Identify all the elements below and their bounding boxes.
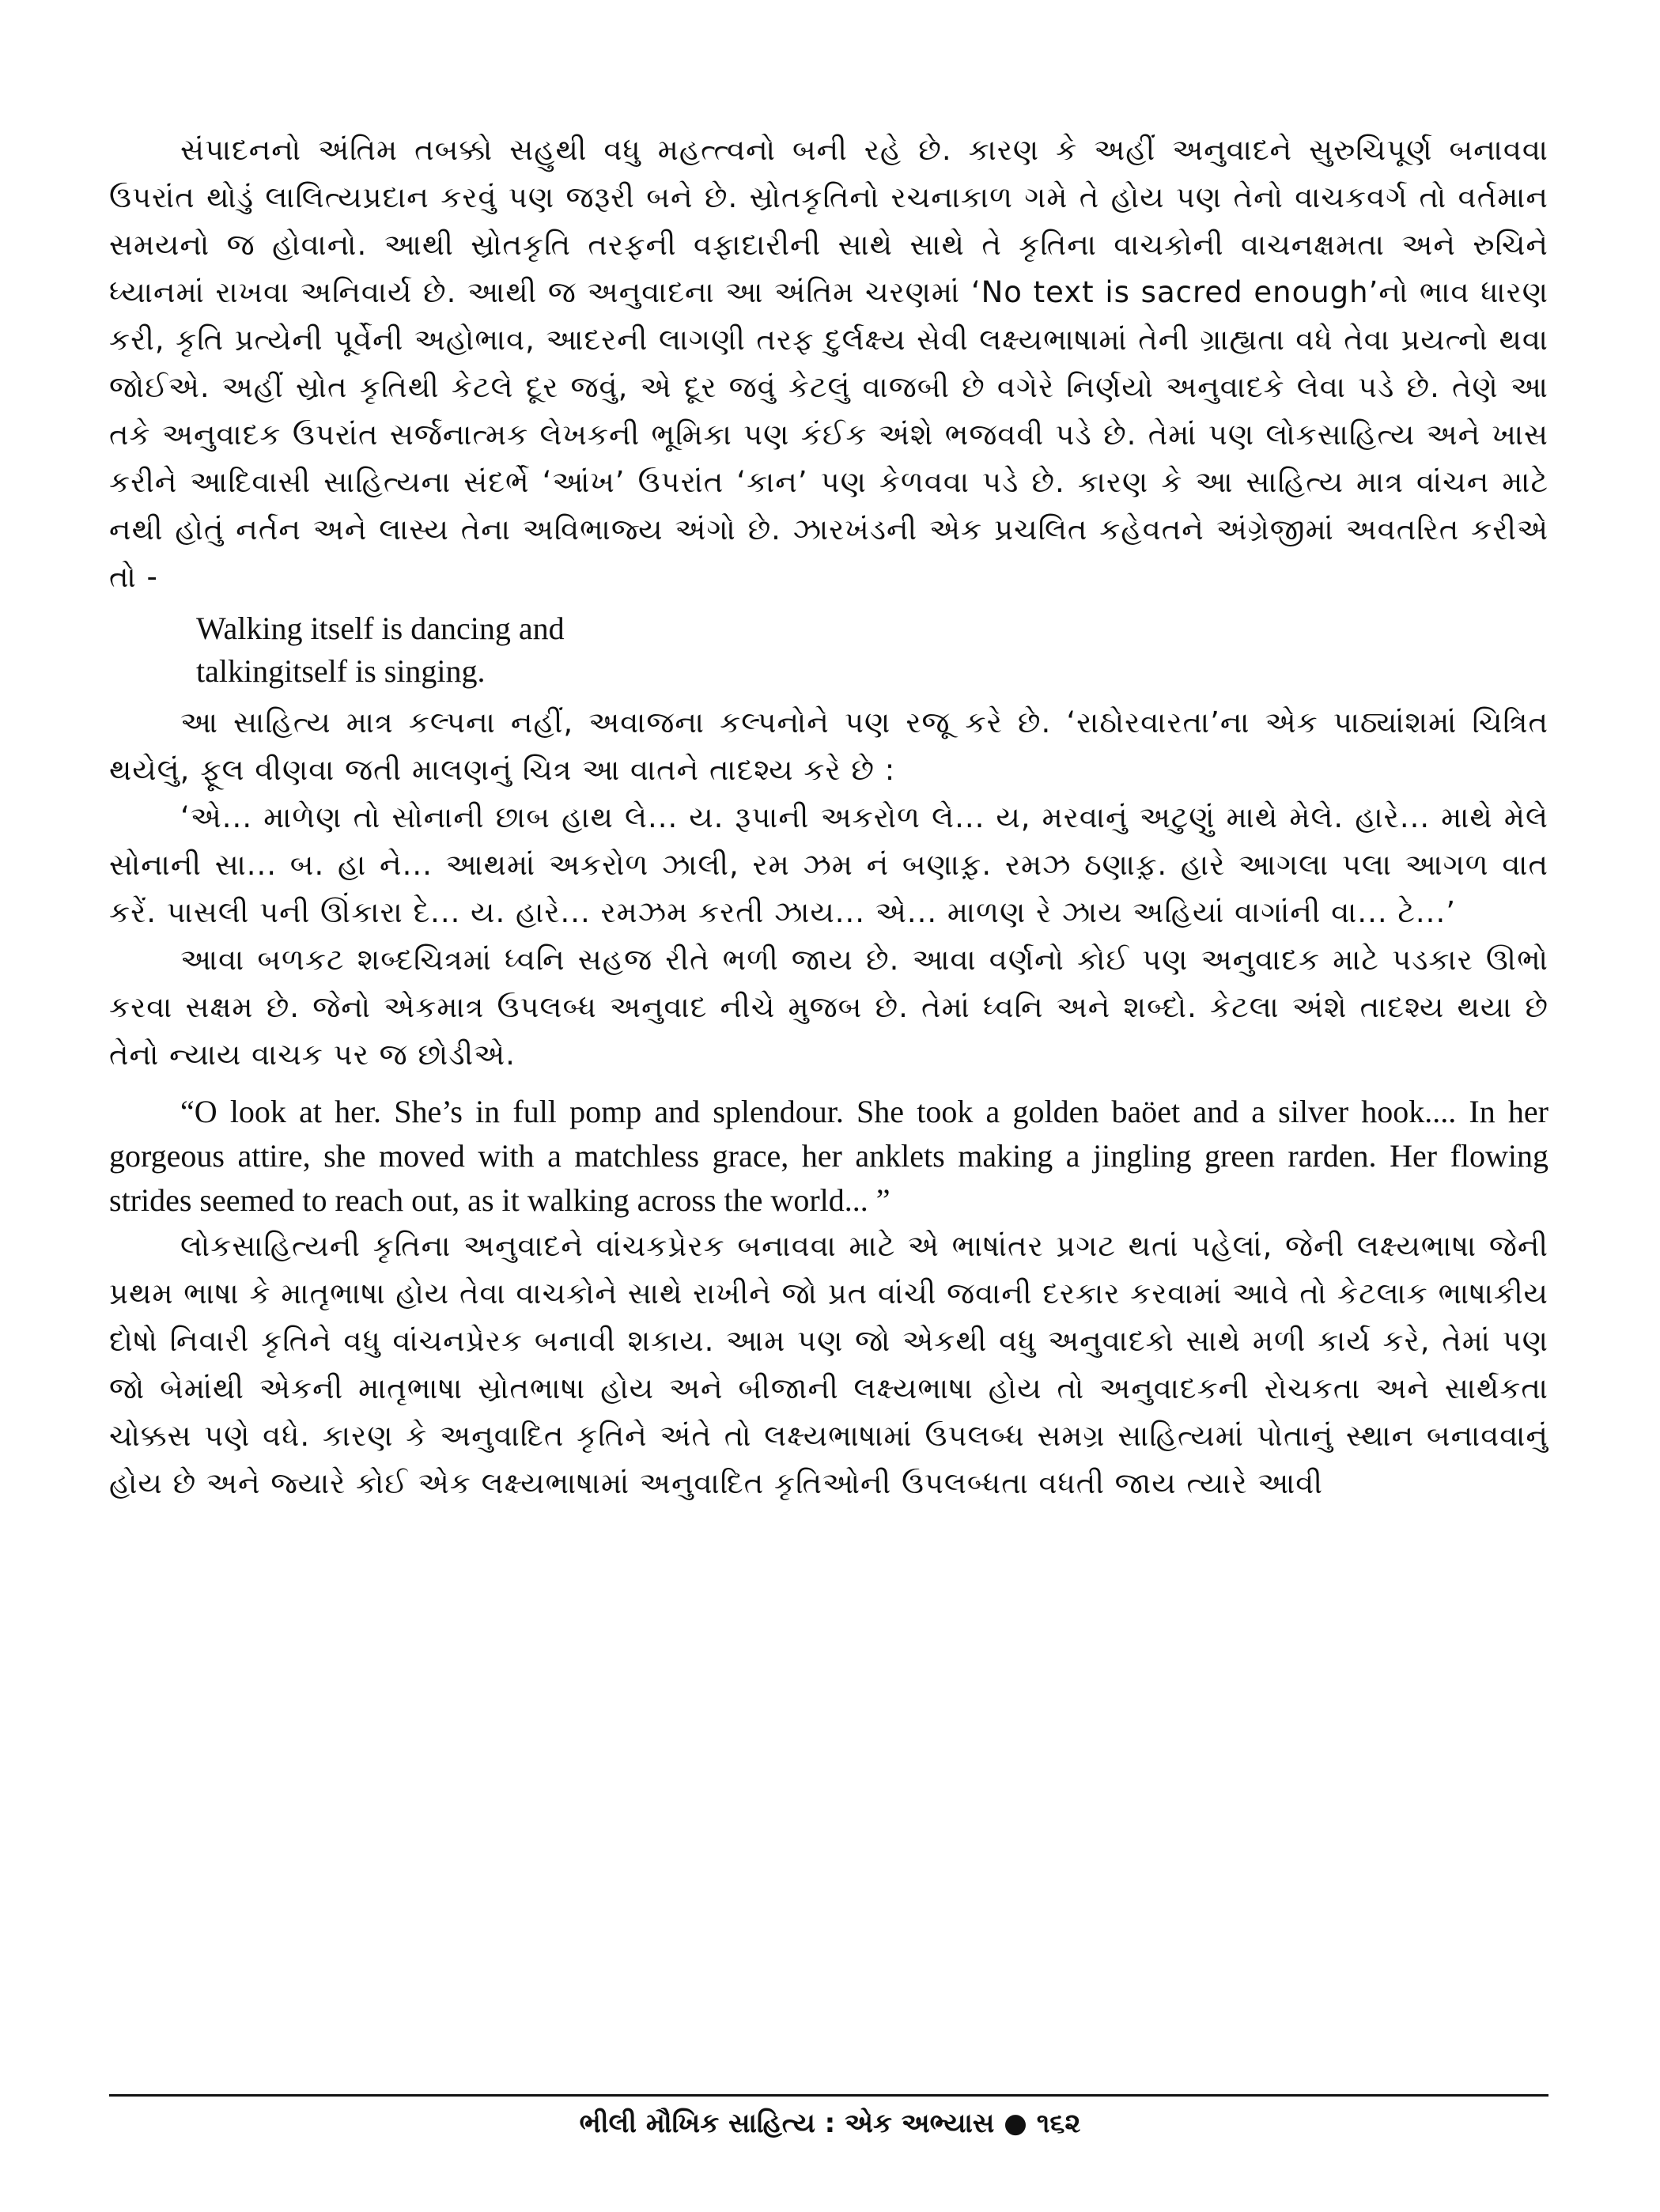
page-footer: ભીલી મૌખિક સાહિત્ય : એક અભ્યાસ ● ૧૬૨ xyxy=(579,2108,1081,2139)
english-translation-quote: “O look at her. She’s in full pomp and splendour. She took a golden baöet and a silver hook.... In her gorgeous attire, she moved with a matchless grace, her anklets making a jingling green rarden. Her flowing strides seemed to reach out, as it walking across the world... ” xyxy=(109,1094,1548,1218)
paragraph-sound-imagery: આ સાહિત્ય માત્ર કલ્પના નહીં, અવાજના કલ્પનોને પણ રજૂ કરે છે. ‘રાઠોરવારતા’ના એક પાઠ્યાંશમાં ચિત્રિત થયેલું, ફૂલ વીણવા જતી માલણનું ચિત્ર આ વાતને તાદશ્ય કરે છે : xyxy=(109,705,1548,787)
page-body xyxy=(109,127,1548,1507)
verse-line: talkingitself is singing. xyxy=(196,653,486,689)
verse-line: Walking itself is dancing and xyxy=(196,611,565,646)
footer-divider xyxy=(109,2094,1548,2097)
paragraph-reader-feedback: લોકસાહિત્યની કૃતિના અનુવાદને વાંચકપ્રેરક બનાવવા માટે એ ભાષાંતર પ્રગટ થતાં પહેલાં, જેની લક્ષ્યભાષા જેની પ્રથમ ભાષા કે માતૃભાષા હોય તેવા વાચકોને સાથે રાખીને જો પ્રત વાંચી જવાની દરકાર કરવામાં આવે તો કેટલાક ભાષાકીય દોષો નિવારી કૃતિને વધુ વાંચનપ્રેરક બનાવી શકાય. આમ પણ જો એકથી વધુ અનુવાદકો સાથે મળી કાર્ય કરે, તેમાં પણ જો બેમાંથી એકની માતૃભાષા સ્રોતભાષા હોય અને બીજાની લક્ષ્યભાષા હોય તો અનુવાદકની રોચકતા અને સાર્થકતા ચોક્કસ પણે વધે. કારણ કે અનુવાદિત કૃતિને અંતે તો લક્ષ્યભાષામાં ઉપલબ્ધ સમગ્ર સાહિત્યમાં પોતાનું સ્થાન બનાવવાનું હોય છે અને જ્યારે કોઈ એક લક્ષ્યભાષામાં અનુવાદિત કૃતિઓની ઉપલબ્ધતા વધતી જાય ત્યારે આવી xyxy=(109,1229,1548,1500)
paragraph-folk-quote: ‘એ... માળેણ તો સોનાની છાબ હાથ લે... ય. રૂપાની અકરોળ લે... ય, મરવાનું અટુણું માથે મેલે. હારે... માથે મેલે સોનાની સા... બ. હા ને... આથમાં અકરોળ ઝાલી, રમ ઝમ નં બણાફ઼. રમઝ ઠણાફ઼. હારે આગલા પલા આગળ વાત કરેં. પાસલી પની ઊંકારા દે... ય. હારે... રમઝમ કરતી ઝાય... એ... માળણ રે ઝાય અહિયાં વાગાંની વા... ટે...’ xyxy=(109,800,1548,929)
paragraph-translation-intro: આવા બળકટ શબ્દચિત્રમાં ધ્વનિ સહજ રીતે ભળી જાય છે. આવા વર્ણનો કોઈ પણ અનુવાદક માટે પડકાર ઊભો કરવા સક્ષમ છે. જેનો એકમાત્ર ઉપલબ્ધ અનુવાદ નીચે મુજબ છે. તેમાં ધ્વનિ અને શબ્દો. કેટલા અંશે તાદશ્ય થયા છે તેનો ન્યાય વાચક પર જ છોડીએ. xyxy=(109,943,1548,1072)
paragraph-editing-stage: સંપાદનનો અંતિમ તબક્કો સહુથી વધુ મહત્ત્વનો બની રહે છે. કારણ કે અહીં અનુવાદને સુરુચિપૂર્ણ બનાવવા ઉપરાંત થોડું લાલિત્યપ્રદાન કરવું પણ જરૂરી બને છે. સ્રોતકૃતિનો રચનાકાળ ગમે તે હોય પણ તેનો વાચકવર્ગ તો વર્તમાન સમયનો જ હોવાનો. આથી સ્રોતકૃતિ તરફની વફાદારીની સાથે સાથે તે કૃતિના વાચકોની વાચનક્ષમતા અને રુચિને ધ્યાનમાં રાખવા અનિવાર્ય છે. આથી જ અનુવાદના આ અંતિમ ચરણમાં ‘No text is sacred enough’નો ભાવ ધારણ કરી, કૃતિ પ્રત્યેની પૂર્વેની અહોભાવ, આદરની લાગણી તરફ દુર્લક્ષ્ય સેવી લક્ષ્યભાષામાં તેની ગ્રાહ્યતા વધે તેવા પ્રયત્નો થવા જોઈએ. અહીં સ્રોત કૃતિથી કેટલે દૂર જવું, એ દૂર જવું કેટલું વાજબી છે વગેરે નિર્ણયો અનુવાદકે લેવા પડે છે. તેણે આ તકે અનુવાદક ઉપરાંત સર્જનાત્મક લેખકની ભૂમિકા પણ કંઈક અંશે ભજવવી પડે છે. તેમાં પણ લોકસાહિત્ય અને ખાસ કરીને આદિવાસી સાહિત્યના સંદર્ભે ‘આંખ’ ઉપરાંત ‘કાન’ પણ કેળવવા પડે છે. કારણ કે આ સાહિત્ય માત્ર વાંચન માટે નથી હોતું નર્તન અને લાસ્ય તેના અવિભાજ્ય અંગો છે. ઝારખંડની એક પ્રચલિત કહેવતને અંગ્રેજીમાં અવતરિત કરીએ તો - xyxy=(109,133,1548,594)
